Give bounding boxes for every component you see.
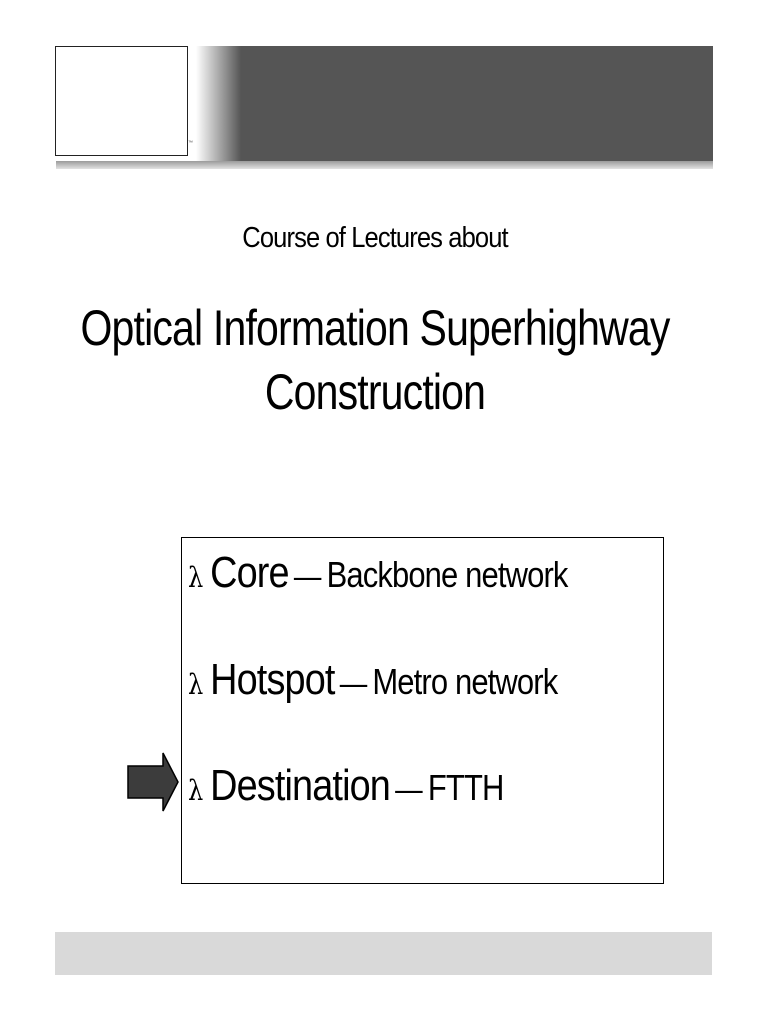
lambda-bullet-icon: λ (188, 668, 204, 701)
list-item-hotspot (188, 655, 557, 705)
footer-band (55, 932, 712, 975)
title-line-1: Optical Information Superhighway (80, 300, 670, 356)
item-description: Backbone network (326, 554, 568, 595)
slide-subtitle: Course of Lectures about (242, 222, 508, 254)
topic-list (181, 537, 664, 884)
item-description: Metro network (372, 661, 558, 702)
item-separator: — (395, 771, 423, 807)
right-arrow-icon (127, 752, 179, 812)
title-line-2: Construction (264, 364, 486, 420)
item-separator: — (293, 558, 322, 594)
trademark-mark: ™ (188, 140, 193, 146)
item-separator: — (339, 665, 368, 701)
list-item-core (188, 548, 568, 598)
item-description: FTTH (427, 767, 504, 808)
logo-placeholder (55, 46, 188, 156)
header-shadow (56, 161, 713, 169)
lambda-bullet-icon: λ (188, 561, 204, 594)
item-term: Hotspot (210, 655, 335, 704)
lambda-bullet-icon: λ (188, 774, 204, 807)
slide-title (68, 296, 683, 424)
item-term: Core (210, 548, 289, 597)
item-term: Destination (210, 761, 391, 810)
list-item-destination (188, 761, 503, 811)
